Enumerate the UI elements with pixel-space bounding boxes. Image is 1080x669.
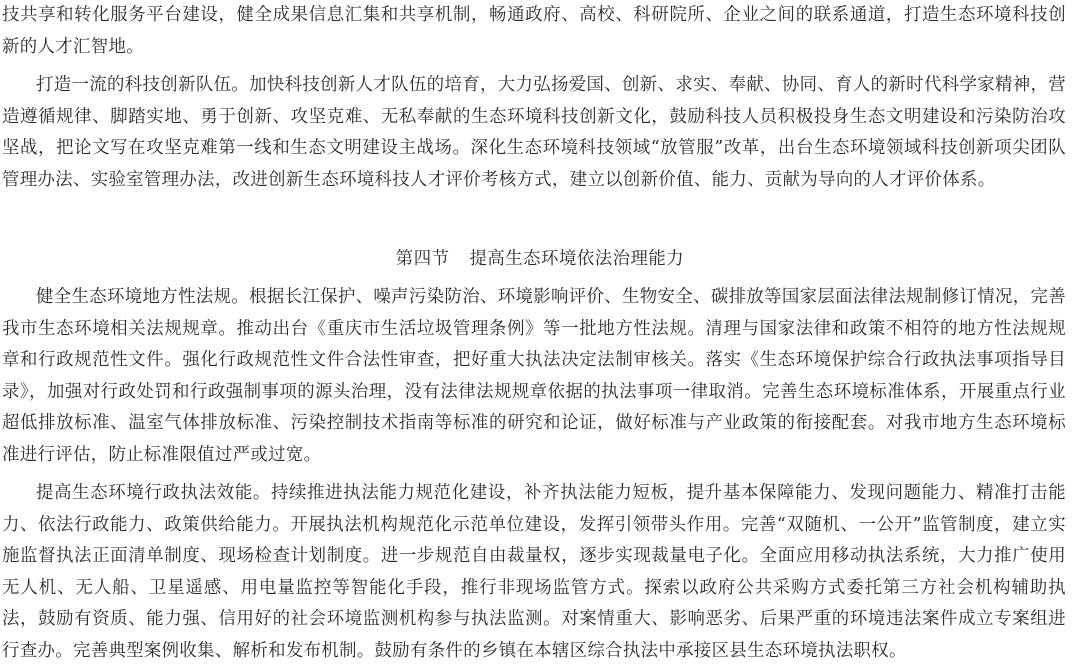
section-number: 第四节: [395, 249, 450, 269]
section-title: 提高生态环境依法治理能力: [469, 249, 685, 269]
section-heading: [0, 244, 1080, 276]
paragraph-innovation-team: 打造一流的科技创新队伍。加快科技创新人才队伍的培育，大力弘扬爱国、创新、求实、奉献、协同、育人的新时代科学家精神，营造遵循规律、脚踏实地、勇于创新、攻坚克难、无私奉献的生态环境科技创新文化，鼓励科技人员积极投身生态文明建设和污染防治攻坚战，把论文写在攻坚克难第一线和生态文明建设主战场。深化生态环境科技领域“放管服”改革，出台生态环境领域科技创新项尖团队管理办法、实验室管理办法，改进创新生态环境科技人才评价考核方式，建立以创新价值、能力、贡献为导向的人才评价体系。: [2, 75, 1066, 190]
paragraph-enforcement-efficiency: 提高生态环境行政执法效能。持续推进执法能力规范化建设，补齐执法能力短板，提升基本保障能力、发现问题能力、精准打击能力、依法行政能力、政策供给能力。开展执法机构规范化示范单位建设，发挥引领带头作用。完善“双随机、一公开”监管制度，建立实施监督执法正面清单制度、现场检查计划制度。进一步规范自由裁量权，逐步实现裁量电子化。全面应用移动执法系统，大力推广使用无人机、无人船、卫星遥感、用电量监控等智能化手段，推行非现场监管方式。探索以政府公共采购方式委托第三方社会机构辅助执法，鼓励有资质、能力强、信用好的社会环境监测机构参与执法监测。对案情重大、影响恶劣、后果严重的环境违法案件成立专案组进行查办。完善典型案例收集、解析和发布机制。鼓励有条件的乡镇在本辖区综合执法中承接区县生态环境执法职权。: [2, 483, 1066, 661]
paragraph-talent-hub: 技共享和转化服务平台建设，健全成果信息汇集和共享机制，畅通政府、高校、科研院所、企业之间的联系通道，打造生态环境科技创新的人才汇智地。: [2, 5, 1066, 57]
paragraph-local-regulations: 健全生态环境地方性法规。根据长江保护、噪声污染防治、环境影响评价、生物安全、碳排放等国家层面法律法规制修订情况，完善我市生态环境相关法规规章。推动出台《重庆市生活垃圾管理条例》等一批地方性法规。清理与国家法律和政策不相符的地方性法规规章和行政规范性文件。强化行政规范性文件合法性审查，把好重大执法决定法制审核关。落实《生态环境保护综合行政执法事项指导目录》，加强对行政处罚和行政强制事项的源头治理，没有法律法规规章依据的执法事项一律取消。完善生态环境标准体系，开展重点行业超低排放标准、温室气体排放标准、污染控制技术指南等标准的研究和论证，做好标准与产业政策的衔接配套。对我市地方生态环境标准进行评估，防止标准限值过严或过宽。: [2, 287, 1066, 465]
